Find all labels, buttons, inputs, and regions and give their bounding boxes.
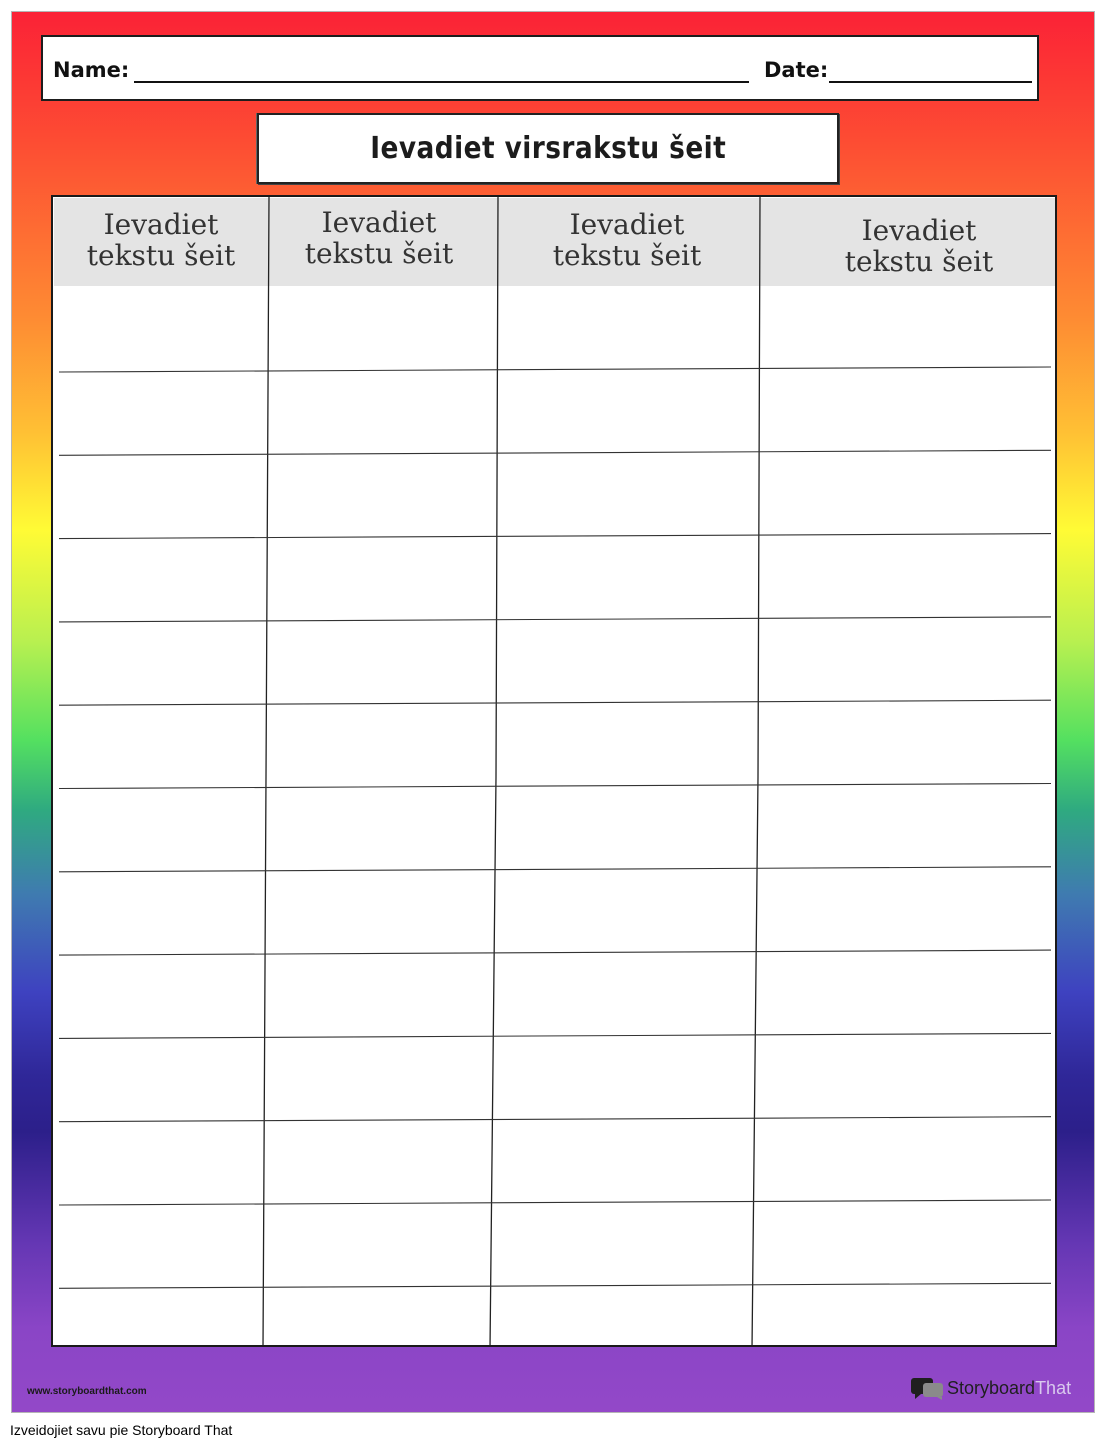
column-header-3-line2: tekstu šeit	[552, 239, 702, 272]
column-header-4-line2: tekstu šeit	[844, 245, 994, 278]
row-line-2	[59, 450, 1051, 455]
worksheet-poster	[11, 11, 1095, 1413]
column-header-2-line1: Ievadiet	[321, 206, 437, 239]
name-label: Name:	[53, 58, 130, 82]
column-header-1-line2: tekstu šeit	[86, 239, 236, 272]
logo-word-storyboard: Storyboard	[947, 1377, 1036, 1398]
row-line-1	[59, 367, 1051, 372]
row-line-11	[59, 1200, 1051, 1205]
worksheet-title: Ievadiet virsrakstu šeit	[370, 131, 726, 166]
title-box[interactable]	[257, 113, 839, 184]
row-line-12	[59, 1283, 1051, 1288]
row-line-7	[59, 867, 1051, 872]
row-line-9	[59, 1033, 1051, 1038]
column-divider-2	[490, 197, 498, 1345]
row-line-4	[59, 617, 1051, 622]
row-line-10	[59, 1117, 1051, 1122]
column-header-2-line2: tekstu šeit	[304, 237, 454, 270]
column-divider-3	[752, 197, 760, 1345]
row-line-3	[59, 534, 1051, 539]
row-line-6	[59, 784, 1051, 789]
row-line-8	[59, 950, 1051, 955]
column-header-4-line1: Ievadiet	[861, 214, 977, 247]
worksheet-table	[51, 195, 1057, 1347]
row-line-5	[59, 700, 1051, 705]
logo-word-that: That	[1035, 1377, 1072, 1398]
column-header-1-line1: Ievadiet	[103, 208, 219, 241]
speech-bubbles-icon	[910, 1376, 944, 1400]
page-caption: Izveidojiet savu pie Storyboard That	[10, 1422, 233, 1438]
column-header-3-line1: Ievadiet	[569, 208, 685, 241]
name-date-bar	[41, 35, 1039, 101]
footer-url: www.storyboardthat.com	[27, 1386, 147, 1397]
name-field-line[interactable]	[134, 81, 749, 83]
table-grid-lines	[53, 197, 1055, 1345]
column-divider-1	[263, 197, 269, 1345]
storyboardthat-logo	[910, 1376, 1071, 1400]
date-label: Date:	[764, 58, 829, 82]
date-field-line[interactable]	[829, 81, 1032, 83]
